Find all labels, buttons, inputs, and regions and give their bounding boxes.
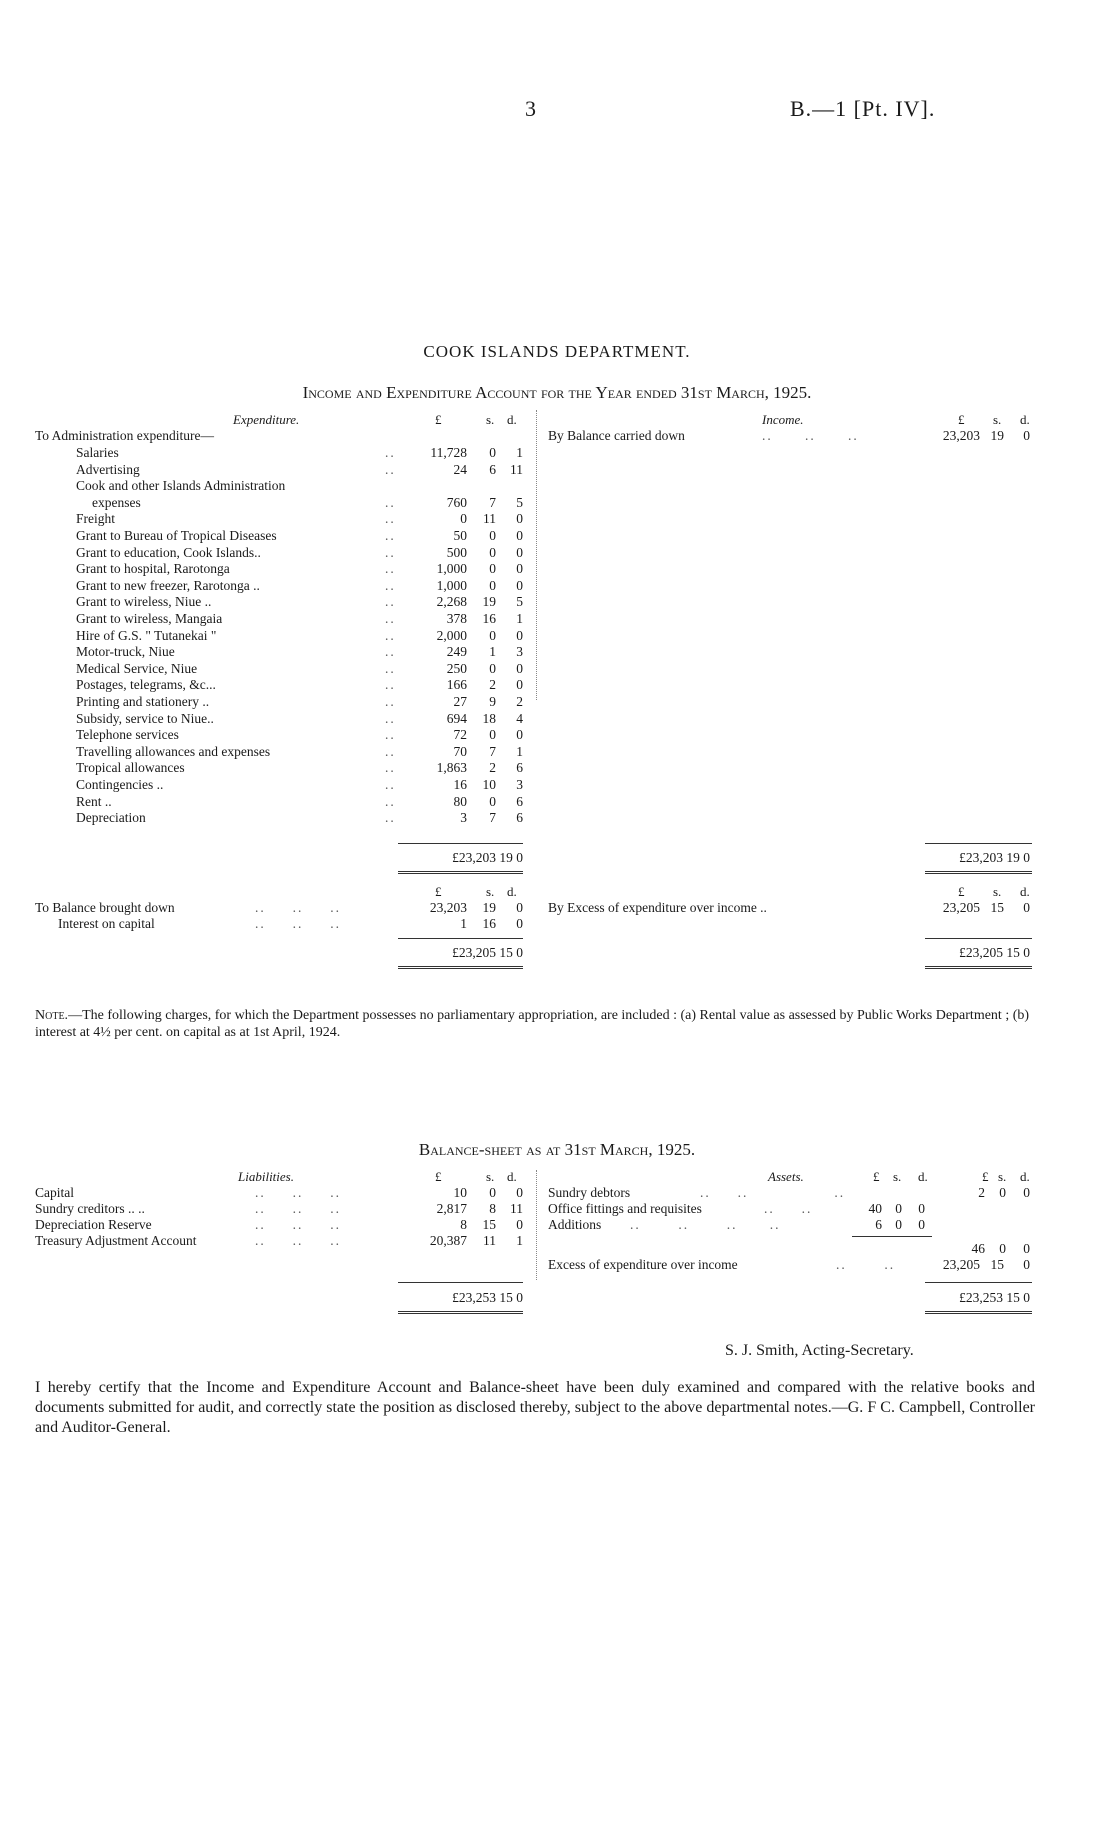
additions-pence: 0 [918,1217,925,1232]
departmental-note [35,1007,1035,1041]
expenditure-item-shillings: 6 [489,462,496,477]
liability-item-label: Capital [35,1185,74,1200]
liabilities-total: £23,253 15 0 [452,1290,523,1305]
pound-col-head-2: £ [435,884,442,899]
row-leader: .. [385,677,396,692]
row-leader: .. [385,661,396,676]
expenditure-item-pence: 6 [516,810,523,825]
expenditure-item-pounds: 27 [453,694,467,709]
expenditure-item-pence: 6 [516,794,523,809]
bs-pence-col-head: d. [507,1169,517,1184]
expenditure-item-shillings: 9 [489,694,496,709]
expenditure-item-label: Grant to Bureau of Tropical Diseases [76,528,277,543]
expenditure-item-shillings: 2 [489,760,496,775]
expenditure-item-label: expenses [92,495,141,510]
expenditure-item-label: Travelling allowances and expenses [76,744,271,759]
excess-asset-pounds: 23,205 [942,1257,980,1272]
row-leader: .. [385,578,396,593]
expenditure-item-pounds: 50 [453,528,467,543]
expenditure-item-label: Salaries [76,445,119,460]
office-total-shillings: 0 [999,1241,1006,1256]
row-leader: .. [385,611,396,626]
interest-on-capital-label: Interest on capital [58,916,155,931]
additions-label: Additions [548,1217,602,1232]
row-leader: .. .. .. [255,1217,341,1232]
pound-col-head: £ [435,412,442,427]
expenditure-item-shillings: 16 [482,611,496,626]
balance-brought-down-pence: 0 [516,900,523,915]
expenditure-item-label: Printing and stationery .. [76,694,210,709]
row-leader: .. [385,644,396,659]
bs-pound-col-head: £ [435,1169,442,1184]
office-fittings-shillings: 0 [895,1201,902,1216]
row-leader: .. [385,794,396,809]
bs-asset-shilling-col-head-2: s. [998,1169,1007,1184]
excess-expenditure-shillings: 15 [990,900,1004,915]
expenditure-item-pounds: 24 [453,462,467,477]
expenditure-item-label: Grant to education, Cook Islands.. [76,545,261,560]
expenditure-item-label: Grant to hospital, Rarotonga [76,561,230,576]
income-heading: Income. [762,412,804,427]
pound-col-head-right-2: £ [958,884,965,899]
row-leader: .. [385,545,396,560]
liability-item-shillings: 15 [482,1217,496,1232]
row-leader: .. [385,810,396,825]
row-leader: .. [385,561,396,576]
balance-brought-down-label: To Balance brought down [35,900,175,915]
row-leader: .. .. [836,1257,896,1272]
expenditure-item-label: Grant to wireless, Mangaia [76,611,223,626]
expenditure-item-pounds: 72 [453,727,467,742]
expenditure-item-pence: 1 [516,611,523,626]
expenditure-item-label: Grant to new freezer, Rarotonga .. [76,578,260,593]
excess-asset-pence: 0 [1023,1257,1030,1272]
assets-heading: Assets. [768,1169,804,1184]
office-fittings-label: Office fittings and requisites [548,1201,702,1216]
liability-item-pence: 11 [510,1201,523,1216]
shilling-col-head-right: s. [993,412,1002,427]
expenditure-item-shillings: 0 [489,561,496,576]
income-item-pence: 0 [1023,428,1030,443]
note-prefix: Note. [35,1008,69,1023]
bs-asset-pence-col-head-2: d. [1020,1169,1030,1184]
office-total-pence: 0 [1023,1241,1030,1256]
expenditure-item-pence: 1 [516,445,523,460]
note-text: —The following charges, for which the Department possesses no parliamentary appropriation, are included : (a) Rental value as assessed by Public Works Department ; (b) interest at 4½ per cent. on capital as at 1st April, 1924. [35,1008,1030,1040]
row-leader: .. [385,694,396,709]
interest-on-capital-pence: 0 [516,916,523,931]
row-leader: .. .. .. [255,1201,341,1216]
office-total-pounds: 46 [971,1241,985,1256]
page-number: 3 [525,96,536,121]
expenditure-item-pounds: 760 [446,495,467,510]
expenditure-item-label: Advertising [76,462,140,477]
row-leader: .. [385,711,396,726]
expenditure-item-pence: 0 [516,677,523,692]
audit-certificate: I hereby certify that the Income and Expenditure Account and Balance-sheet have been duly examined and compared with the relative books and documents submitted for audit, and correctly state the position as disclosed thereby, subject to the above departmental notes.—G. F C. Campbell, Controller and Auditor-General. [35,1379,1035,1436]
expenditure-item-label: Depreciation [76,810,146,825]
expenditure-item-label: Motor-truck, Niue [76,644,175,659]
expenditure-item-shillings: 1 [489,644,496,659]
expenditure-total: £23,203 19 0 [452,850,523,865]
expenditure-item-pounds: 80 [453,794,467,809]
row-leader: .. .. .. [255,1233,341,1248]
expenditure-item-label: Telephone services [76,727,179,742]
row-leader: .. [385,511,396,526]
pence-col-head-right-2: d. [1020,884,1030,899]
sundry-debtors-label: Sundry debtors [548,1185,631,1200]
expenditure-item-pence: 5 [516,495,523,510]
income-total: £23,203 19 0 [959,850,1030,865]
excess-asset-shillings: 15 [990,1257,1004,1272]
office-fittings-pence: 0 [918,1201,925,1216]
interest-on-capital-pounds: 1 [460,916,467,931]
expenditure-item-pounds: 16 [453,777,467,792]
sundry-debtors-pence: 0 [1023,1185,1030,1200]
expenditure-item-label: Freight [76,511,115,526]
expenditure-item-label: Hire of G.S. " Tutanekai " [76,628,217,643]
liability-item-label: Sundry creditors .. .. [35,1201,145,1216]
expenditure-item-shillings: 19 [482,594,496,609]
expenditure-item-pence: 6 [516,760,523,775]
row-leader: .. [385,445,396,460]
row-leader: .. .. .. [255,1185,341,1200]
income-item-label: By Balance carried down [548,428,685,443]
second-total-left: £23,205 15 0 [452,945,523,960]
balance-brought-down-shillings: 19 [482,900,496,915]
excess-expenditure-label: By Excess of expenditure over income .. [548,900,767,915]
expenditure-item-shillings: 7 [489,495,496,510]
admin-expenditure-label: To Administration expenditure— [35,428,215,443]
expenditure-item-pence: 11 [510,462,523,477]
assets-total: £23,253 15 0 [959,1290,1030,1305]
expenditure-item-label: Postages, telegrams, &c... [76,677,216,692]
expenditure-item-pence: 0 [516,628,523,643]
shilling-col-head: s. [486,412,495,427]
expenditure-item-pounds: 0 [460,511,467,526]
expenditure-item-pounds: 11,728 [430,445,467,460]
bs-shilling-col-head: s. [486,1169,495,1184]
expenditure-item-shillings: 0 [489,628,496,643]
income-item-pounds: 23,203 [942,428,980,443]
expenditure-item-shillings: 0 [489,727,496,742]
row-leader: .. [385,727,396,742]
pence-col-head-2: d. [507,884,517,899]
liability-item-pence: 1 [516,1233,523,1248]
expenditure-item-pounds: 694 [446,711,467,726]
expenditure-item-shillings: 0 [489,528,496,543]
expenditure-item-pence: 3 [516,644,523,659]
account-subtitle: Income and Expenditure Account for the Year ended 31st March, 1925. [302,383,812,402]
excess-expenditure-pence: 0 [1023,900,1030,915]
expenditure-item-shillings: 7 [489,744,496,759]
expenditure-item-shillings: 0 [489,794,496,809]
row-leader: .. [385,628,396,643]
liability-item-pence: 0 [516,1217,523,1232]
liability-item-pounds: 20,387 [429,1233,467,1248]
expenditure-item-label: Contingencies .. [76,777,164,792]
document-reference: B.—1 [Pt. IV]. [790,96,936,121]
expenditure-item-pounds: 250 [446,661,467,676]
expenditure-heading: Expenditure. [233,412,300,427]
expenditure-item-pence: 0 [516,511,523,526]
expenditure-item-pounds: 1,863 [436,760,467,775]
row-leader: .. [385,744,396,759]
second-total-right: £23,205 15 0 [959,945,1030,960]
row-leader: .. [385,528,396,543]
liabilities-heading: Liabilities. [238,1169,294,1184]
row-leader: .. [385,777,396,792]
liability-item-pence: 0 [516,1185,523,1200]
expenditure-item-pounds: 1,000 [436,578,467,593]
expenditure-item-pounds: 166 [446,677,467,692]
income-item-leader: .. .. .. [762,428,859,443]
expenditure-item-pounds: 2,268 [436,594,467,609]
liability-item-pounds: 10 [453,1185,467,1200]
bs-asset-pence-col-head: d. [918,1169,928,1184]
expenditure-item-pence: 1 [516,744,523,759]
department-title: COOK ISLANDS DEPARTMENT. [423,342,691,361]
expenditure-item-label: Subsidy, service to Niue.. [76,711,214,726]
row-leader: .. .. [764,1201,813,1216]
expenditure-item-pence: 2 [516,694,523,709]
bs-asset-pound-col-head-2: £ [982,1169,989,1184]
expenditure-item-shillings: 7 [489,810,496,825]
row-leader: .. [385,594,396,609]
balance-sheet-title: Balance-sheet as at 31st March, 1925. [418,1140,696,1159]
expenditure-item-shillings: 10 [482,777,496,792]
expenditure-item-shillings: 0 [489,445,496,460]
expenditure-item-label: Rent .. [76,794,112,809]
pence-col-head-right: d. [1020,412,1030,427]
expenditure-item-shillings: 0 [489,578,496,593]
row-leader: .. [385,760,396,775]
expenditure-item-pence: 0 [516,528,523,543]
liability-item-pounds: 2,817 [436,1201,467,1216]
expenditure-item-pence: 3 [516,777,523,792]
liability-item-label: Depreciation Reserve [35,1217,152,1232]
interest-on-capital-shillings: 16 [482,916,496,931]
expenditure-item-pence: 0 [516,727,523,742]
row-leader: .. .. .. [255,916,341,931]
excess-asset-label: Excess of expenditure over income [548,1257,738,1272]
expenditure-item-label: Cook and other Islands Administration [76,478,286,493]
liability-item-shillings: 11 [483,1233,496,1248]
expenditure-item-label: Medical Service, Niue [76,661,198,676]
additions-pounds: 6 [875,1217,882,1232]
expenditure-item-shillings: 2 [489,677,496,692]
secretary-signature: S. J. Smith, Acting-Secretary. [725,1342,914,1359]
expenditure-item-pence: 0 [516,545,523,560]
shilling-col-head-2: s. [486,884,495,899]
expenditure-item-pounds: 378 [446,611,467,626]
expenditure-item-pounds: 500 [446,545,467,560]
balance-brought-down-pounds: 23,203 [429,900,467,915]
expenditure-item-pence: 0 [516,661,523,676]
additions-shillings: 0 [895,1217,902,1232]
expenditure-item-pence: 0 [516,578,523,593]
excess-expenditure-pounds: 23,205 [942,900,980,915]
expenditure-item-shillings: 0 [489,661,496,676]
bs-asset-shilling-col-head: s. [893,1169,902,1184]
expenditure-item-shillings: 0 [489,545,496,560]
liability-item-shillings: 0 [489,1185,496,1200]
liability-item-shillings: 8 [489,1201,496,1216]
bs-asset-pound-col-head: £ [873,1169,880,1184]
row-leader: .. [385,495,396,510]
expenditure-item-pounds: 3 [460,810,467,825]
income-item-shillings: 19 [990,428,1004,443]
expenditure-item-pounds: 249 [446,644,467,659]
liability-item-label: Treasury Adjustment Account [35,1233,197,1248]
pound-col-head-right: £ [958,412,965,427]
shilling-col-head-right-2: s. [993,884,1002,899]
office-fittings-pounds: 40 [868,1201,882,1216]
liability-item-pounds: 8 [460,1217,467,1232]
expenditure-item-label: Tropical allowances [76,760,185,775]
expenditure-item-pence: 5 [516,594,523,609]
sundry-debtors-shillings: 0 [999,1185,1006,1200]
expenditure-item-pounds: 1,000 [436,561,467,576]
pence-col-head: d. [507,412,517,427]
row-leader: .. .. .. [700,1185,846,1200]
row-leader: .. .. .. [255,900,341,915]
expenditure-item-shillings: 18 [482,711,496,726]
expenditure-item-pence: 4 [516,711,523,726]
expenditure-item-label: Grant to wireless, Niue .. [76,594,212,609]
expenditure-item-shillings: 11 [483,511,496,526]
row-leader: .. [385,462,396,477]
expenditure-item-pounds: 70 [453,744,467,759]
row-leader: .. .. .. .. [630,1217,781,1232]
expenditure-item-pence: 0 [516,561,523,576]
sundry-debtors-pounds: 2 [978,1185,985,1200]
expenditure-item-pounds: 2,000 [436,628,467,643]
